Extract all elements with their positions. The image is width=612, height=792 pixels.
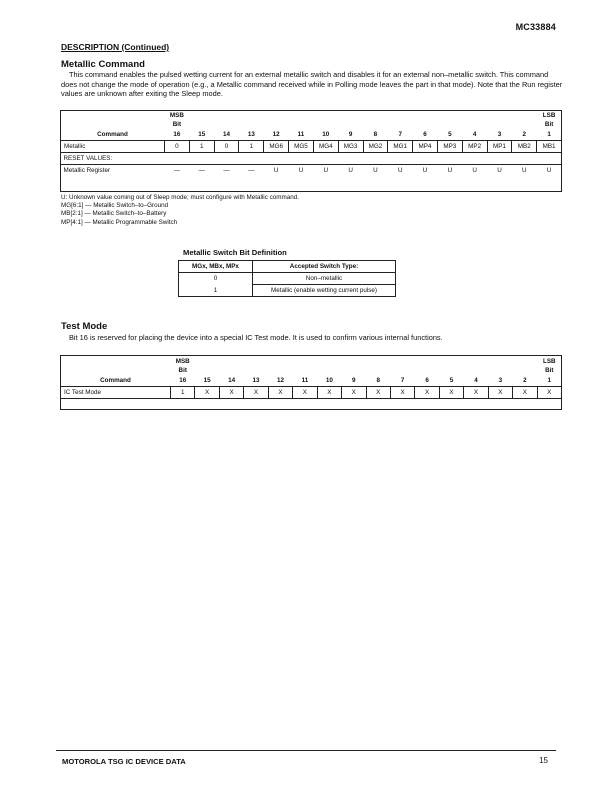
bit-value: MP2 [462, 141, 487, 153]
reset-value: U [363, 165, 388, 177]
bit-number: 1 [547, 377, 552, 384]
note-line: MB[2:1] — Metallic Switch–to–Battery [61, 210, 167, 218]
bit-number: 4 [472, 131, 477, 138]
bit-value: X [244, 387, 268, 399]
bit-value: X [464, 387, 488, 399]
bit-number: 14 [228, 377, 236, 384]
bit-value: X [439, 387, 463, 399]
reset-value: — [214, 165, 239, 177]
reset-row-label: Metallic Register [61, 165, 165, 177]
reset-value: — [239, 165, 264, 177]
bit-value: MB1 [537, 141, 562, 153]
bit-number: 11 [297, 131, 305, 138]
bit-number: 8 [376, 377, 380, 384]
reset-value: — [189, 165, 214, 177]
bit-number: 14 [223, 131, 231, 138]
bit-number: 3 [497, 131, 502, 138]
bit-number: 7 [398, 131, 402, 138]
msb-label: MSB Bit [169, 112, 184, 128]
bit-value: X [268, 387, 292, 399]
test-register-table [60, 357, 562, 399]
bit-number: 13 [252, 377, 260, 384]
note-line: U: Unknown value coming out of Sleep mode; must configure with Metallic command. [61, 194, 299, 201]
bit-value: X [513, 387, 537, 399]
test-row [61, 387, 562, 399]
switch-def-table [178, 260, 396, 297]
reset-label-row [61, 153, 562, 165]
bit-value: MG2 [363, 141, 388, 153]
page-number: 15 [539, 756, 548, 765]
bit-number: 16 [179, 377, 187, 384]
bit-number: 12 [276, 377, 284, 384]
switch-def-title: Metallic Switch Bit Definition [183, 248, 287, 257]
bit-value: MP1 [487, 141, 512, 153]
bit-value: X [537, 387, 561, 399]
reset-value: U [487, 165, 512, 177]
bit-number: 4 [474, 377, 478, 384]
bit-value: MG5 [289, 141, 314, 153]
reset-value: U [313, 165, 338, 177]
test-mode-paragraph: Bit 16 is reserved for placing the device into a special IC Test mode. It is used to confirm various internal functions. [69, 333, 443, 342]
note-line: MP[4:1] — Metallic Programmable Switch [61, 218, 178, 226]
metallic-register-table [60, 111, 562, 176]
switch-def-row [179, 285, 396, 297]
metallic-row [61, 141, 562, 153]
bit-number: 15 [198, 131, 206, 138]
bit-number: 1 [547, 131, 551, 138]
bit-number: 8 [373, 131, 378, 138]
reset-value: U [264, 165, 289, 177]
switch-def-type: Metallic (enable wetting current pulse) [253, 285, 396, 297]
note-line: MG[6:1] — Metallic Switch–to–Ground [61, 202, 169, 210]
bit-number: 9 [348, 131, 353, 138]
switch-def-value: 1 [179, 285, 253, 297]
bit-number: 7 [400, 377, 405, 384]
msb-label: MSB Bit [175, 358, 190, 374]
metallic-paragraph: This command enables the pulsed wetting current for an external metallic switch and disables it for an external non–metallic switch. This command does not change the mode of operation (e.g., a Metallic command received while in Polling mode leaves the part in that mode). Note that the Run register values are unknown after exiting the Sleep mode. [61, 70, 563, 99]
switch-def-col2: Accepted Switch Type: [253, 261, 396, 273]
footer-rule [56, 750, 556, 751]
bit-value: 0 [165, 141, 190, 153]
bit-value: 1 [171, 387, 195, 399]
bit-value: MG4 [313, 141, 338, 153]
command-header: Command [97, 131, 128, 138]
bit-number: 6 [425, 377, 429, 384]
bit-number: 10 [322, 131, 330, 138]
bit-value: MG3 [338, 141, 363, 153]
footer-title: MOTOROLA TSG IC DEVICE DATA [62, 757, 186, 766]
bit-number: 5 [449, 377, 454, 384]
reset-label: RESET VALUES: [61, 153, 562, 165]
bit-value: X [293, 387, 317, 399]
bit-value: 0 [214, 141, 239, 153]
bit-number: 10 [325, 377, 333, 384]
bit-number: 5 [448, 131, 452, 138]
bit-number: 15 [203, 377, 211, 384]
lsb-label: LSB Bit [542, 358, 556, 374]
part-number: MC33884 [515, 22, 556, 32]
section-title: DESCRIPTION (Continued) [61, 42, 170, 52]
bit-number: 2 [522, 131, 527, 138]
bit-value: 1 [239, 141, 264, 153]
reset-value: U [512, 165, 537, 177]
metallic-notes [61, 194, 299, 227]
bit-number: 2 [523, 377, 527, 384]
bit-number: 9 [352, 377, 356, 384]
metallic-bit-header-row [61, 129, 562, 141]
reset-value: U [289, 165, 314, 177]
bit-value: MG6 [264, 141, 289, 153]
test-bit-header-row [61, 375, 562, 387]
metallic-msb-row [61, 111, 562, 129]
bit-value: MP4 [413, 141, 438, 153]
bit-value: MG1 [388, 141, 413, 153]
bit-value: X [342, 387, 366, 399]
switch-def-type: Non–metallic [253, 273, 396, 285]
reset-value: U [437, 165, 462, 177]
lsb-label: LSB Bit [542, 112, 556, 128]
bit-number: 16 [173, 131, 181, 138]
command-header: Command [100, 377, 131, 384]
test-msb-row [61, 357, 562, 375]
bit-value: MP3 [437, 141, 462, 153]
reset-value: U [338, 165, 363, 177]
bit-number: 13 [247, 131, 255, 138]
bit-value: 1 [189, 141, 214, 153]
switch-def-row [179, 273, 396, 285]
row-label: IC Test Mode [61, 387, 171, 399]
bit-number: 12 [272, 131, 280, 138]
reset-value: U [462, 165, 487, 177]
reset-value: U [388, 165, 413, 177]
bit-value: X [219, 387, 243, 399]
reset-row [61, 165, 562, 177]
switch-def-value: 0 [179, 273, 253, 285]
bit-value: X [415, 387, 439, 399]
bit-number: 6 [423, 131, 427, 138]
bit-number: 11 [301, 377, 309, 384]
reset-value: — [165, 165, 190, 177]
bit-value: MB2 [512, 141, 537, 153]
bit-value: X [317, 387, 341, 399]
bit-number: 3 [498, 377, 503, 384]
reset-value: U [537, 165, 562, 177]
metallic-heading: Metallic Command [61, 59, 145, 70]
switch-def-header-row [179, 261, 396, 273]
bit-value: X [390, 387, 414, 399]
test-mode-heading: Test Mode [61, 321, 108, 332]
bit-value: X [366, 387, 390, 399]
reset-value: U [413, 165, 438, 177]
bit-value: X [195, 387, 219, 399]
row-label: Metallic [61, 141, 165, 153]
switch-def-col1: MGx, MBx, MPx [179, 261, 253, 273]
bit-value: X [488, 387, 512, 399]
